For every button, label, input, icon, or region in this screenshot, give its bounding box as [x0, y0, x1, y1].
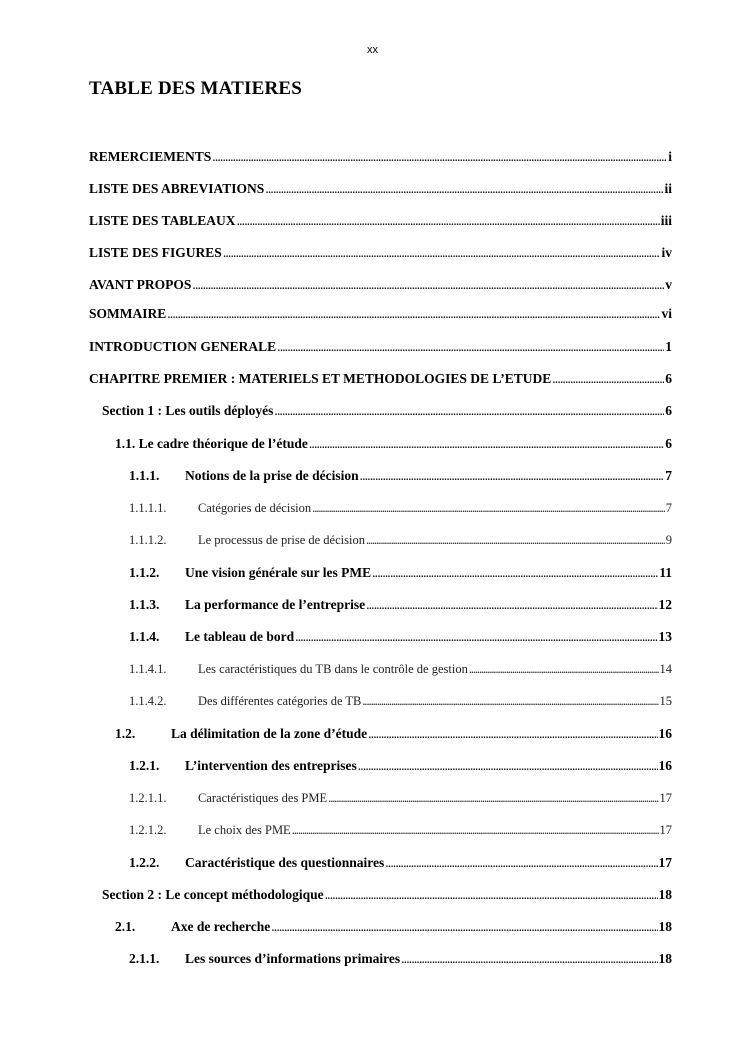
toc-page-number: iii	[660, 213, 672, 228]
toc-entry-section-2[interactable]: Section 2 : Le concept méthodologique . . . 18	[89, 886, 672, 904]
toc-page-number: 17	[658, 855, 672, 870]
toc-page-number: 16	[658, 726, 672, 741]
toc-entry-1-1-1-1[interactable]: 1.1.1.1. Catégories de décision . . . 7	[89, 499, 672, 517]
toc-entry-1-1-2[interactable]: 1.1.2. Une vision générale sur les PME . . . 11	[89, 564, 672, 582]
toc-page-number: 11	[659, 565, 672, 580]
toc-page-number: 7	[665, 501, 672, 515]
toc-entry-1-2[interactable]: 1.2. La délimitation de la zone d’étude . . . 16	[89, 725, 672, 743]
toc-entry-2-1-1[interactable]: 2.1.1. Les sources d’informations primaires . . . 18	[89, 950, 672, 968]
toc-page-number: 9	[665, 533, 672, 547]
toc-entry-figures[interactable]: LISTE DES FIGURES . . . iv	[89, 244, 672, 262]
toc-entry-1-1-4[interactable]: 1.1.4. Le tableau de bord . . . 13	[89, 628, 672, 646]
toc-entry-1-1-1[interactable]: 1.1.1. Notions de la prise de décision . . . 7	[89, 467, 672, 485]
toc-page-number: vi	[661, 306, 672, 321]
toc-entry-section-1[interactable]: Section 1 : Les outils déployés . . . 6	[89, 402, 672, 420]
toc-page-number: 14	[659, 662, 672, 676]
toc-page-number: 6	[665, 371, 672, 386]
toc-page-number: v	[665, 277, 672, 292]
toc-entry-1-1[interactable]: 1.1. Le cadre théorique de l’étude . . . 6	[89, 435, 672, 453]
toc-page-number: 18	[658, 919, 672, 934]
toc-page-number: 7	[665, 468, 672, 483]
toc-page-number: 6	[665, 403, 672, 418]
toc-page-number: 18	[658, 951, 672, 966]
toc-page-number: 17	[659, 791, 672, 805]
toc-page-number: iv	[661, 245, 672, 260]
toc-page-number: 1	[665, 339, 672, 354]
toc-page-number: 18	[658, 887, 672, 902]
page-header-number: xx	[367, 44, 378, 56]
toc-entry-1-2-1-1[interactable]: 1.2.1.1. Caractéristiques des PME . . . 17	[89, 789, 672, 807]
toc-entry-remerciements[interactable]: REMERCIEMENTS . . . i	[89, 148, 672, 166]
toc-page-number: 6	[665, 436, 672, 451]
toc-entry-1-2-1-2[interactable]: 1.2.1.2. Le choix des PME . . . 17	[89, 821, 672, 839]
toc-entry-sommaire[interactable]: SOMMAIRE . . . vi	[89, 305, 672, 323]
page-title: TABLE DES MATIERES	[89, 78, 303, 99]
toc-page-number: 15	[659, 694, 672, 708]
toc-entry-1-1-4-2[interactable]: 1.1.4.2. Des différentes catégories de TB . . . 15	[89, 692, 672, 710]
toc-entry-chapitre-premier[interactable]: CHAPITRE PREMIER : MATERIELS ET METHODOLOGIES DE L’ETUDE . . . 6	[89, 370, 672, 388]
toc-entry-2-1[interactable]: 2.1. Axe de recherche . . . 18	[89, 918, 672, 936]
toc-entry-1-2-1[interactable]: 1.2.1. L’intervention des entreprises . . . 16	[89, 757, 672, 775]
toc-entry-abreviations[interactable]: LISTE DES ABREVIATIONS . . . ii	[89, 180, 672, 198]
toc-page-number: ii	[664, 181, 672, 196]
toc-page-number: 12	[658, 597, 672, 612]
toc-page-number: 13	[658, 629, 672, 644]
toc-entry-introduction[interactable]: INTRODUCTION GENERALE . . . 1	[89, 338, 672, 356]
toc-entry-tableaux[interactable]: LISTE DES TABLEAUX . . . iii	[89, 212, 672, 230]
toc-entry-1-1-4-1[interactable]: 1.1.4.1. Les caractéristiques du TB dans le contrôle de gestion . . . 14	[89, 660, 672, 678]
toc-page-number: 16	[658, 758, 672, 773]
toc-page-number: 17	[659, 823, 672, 837]
toc-page-number: i	[668, 149, 672, 164]
toc-entry-1-2-2[interactable]: 1.2.2. Caractéristique des questionnaires . . . 17	[89, 854, 672, 872]
toc-entry-1-1-3[interactable]: 1.1.3. La performance de l’entreprise . . . 12	[89, 596, 672, 614]
toc-entry-1-1-1-2[interactable]: 1.1.1.2. Le processus de prise de décision . . . 9	[89, 531, 672, 549]
toc-entry-avant-propos[interactable]: AVANT PROPOS . . . v	[89, 276, 672, 294]
